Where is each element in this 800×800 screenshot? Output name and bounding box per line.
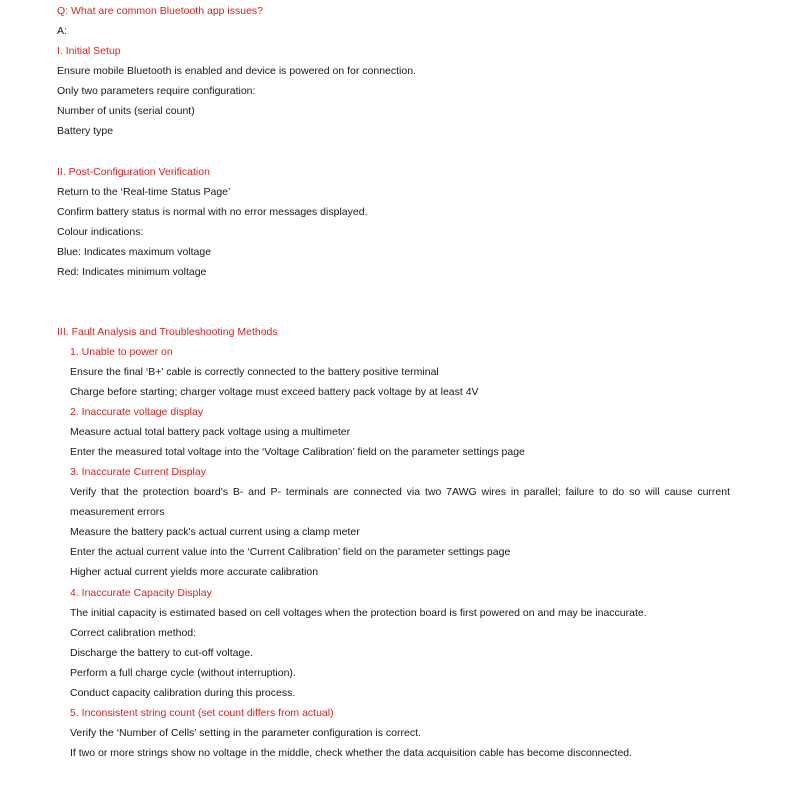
question-heading: Q: What are common Bluetooth app issues? — [57, 5, 264, 17]
section-heading-post-configuration: II. Post-Configuration Verification — [57, 166, 210, 178]
text-line: Correct calibration method: — [70, 627, 197, 639]
text-line: Battery type — [57, 125, 114, 137]
subsection-title: 5. Inconsistent string count (set count differs from actual) — [70, 707, 334, 719]
subsection-title: 3. Inaccurate Current Display — [70, 466, 206, 478]
text-line: Discharge the battery to cut-off voltage. — [70, 647, 254, 659]
text-line: Confirm battery status is normal with no error messages displayed. — [57, 206, 368, 218]
text-line: Enter the measured total voltage into the ‘Voltage Calibration’ field on the parameter settings page — [70, 446, 525, 458]
subsection-title: 2. Inaccurate voltage display — [70, 406, 204, 418]
subsection-title: 4. Inaccurate Capacity Display — [70, 587, 212, 599]
text-line: Verify that the protection board's B- and P- terminals are connected via two 7AWG wires in parallel; failure to do so will cause current — [70, 486, 730, 498]
text-line: Verify the ‘Number of Cells’ setting in the parameter configuration is correct. — [70, 727, 421, 739]
text-line: Conduct capacity calibration during this process. — [70, 687, 296, 699]
section-heading-fault-analysis: III. Fault Analysis and Troubleshooting Methods — [57, 326, 278, 338]
text-line: Charge before starting; charger voltage must exceed battery pack voltage by at least 4V — [70, 386, 479, 398]
text-line: Ensure mobile Bluetooth is enabled and device is powered on for connection. — [57, 65, 416, 77]
text-line: Perform a full charge cycle (without interruption). — [70, 667, 296, 679]
text-line: Only two parameters require configuration: — [57, 85, 256, 97]
text-line: If two or more strings show no voltage in the middle, check whether the data acquisition cable has become disconnected. — [70, 747, 633, 759]
text-line: Measure the battery pack's actual current using a clamp meter — [70, 526, 360, 538]
subsection-title: 1. Unable to power on — [70, 346, 173, 358]
text-line: The initial capacity is estimated based on cell voltages when the protection board is first powered on and may be inaccurate. — [70, 607, 647, 619]
text-line: Ensure the final ‘B+’ cable is correctly connected to the battery positive terminal — [70, 366, 439, 378]
text-line: Red: Indicates minimum voltage — [57, 266, 207, 278]
text-line: measurement errors — [70, 506, 165, 518]
text-line: Return to the ‘Real-time Status Page’ — [57, 186, 231, 198]
text-line: Colour indications: — [57, 226, 144, 238]
text-line: Higher actual current yields more accurate calibration — [70, 566, 319, 578]
text-line: Blue: Indicates maximum voltage — [57, 246, 212, 258]
text-line: Measure actual total battery pack voltage using a multimeter — [70, 426, 351, 438]
section-heading-initial-setup: I. Initial Setup — [57, 45, 121, 57]
text-line: Enter the actual current value into the ‘Current Calibration’ field on the parameter settings page — [70, 546, 511, 558]
answer-label: A: — [57, 25, 67, 37]
text-line: Number of units (serial count) — [57, 105, 195, 117]
